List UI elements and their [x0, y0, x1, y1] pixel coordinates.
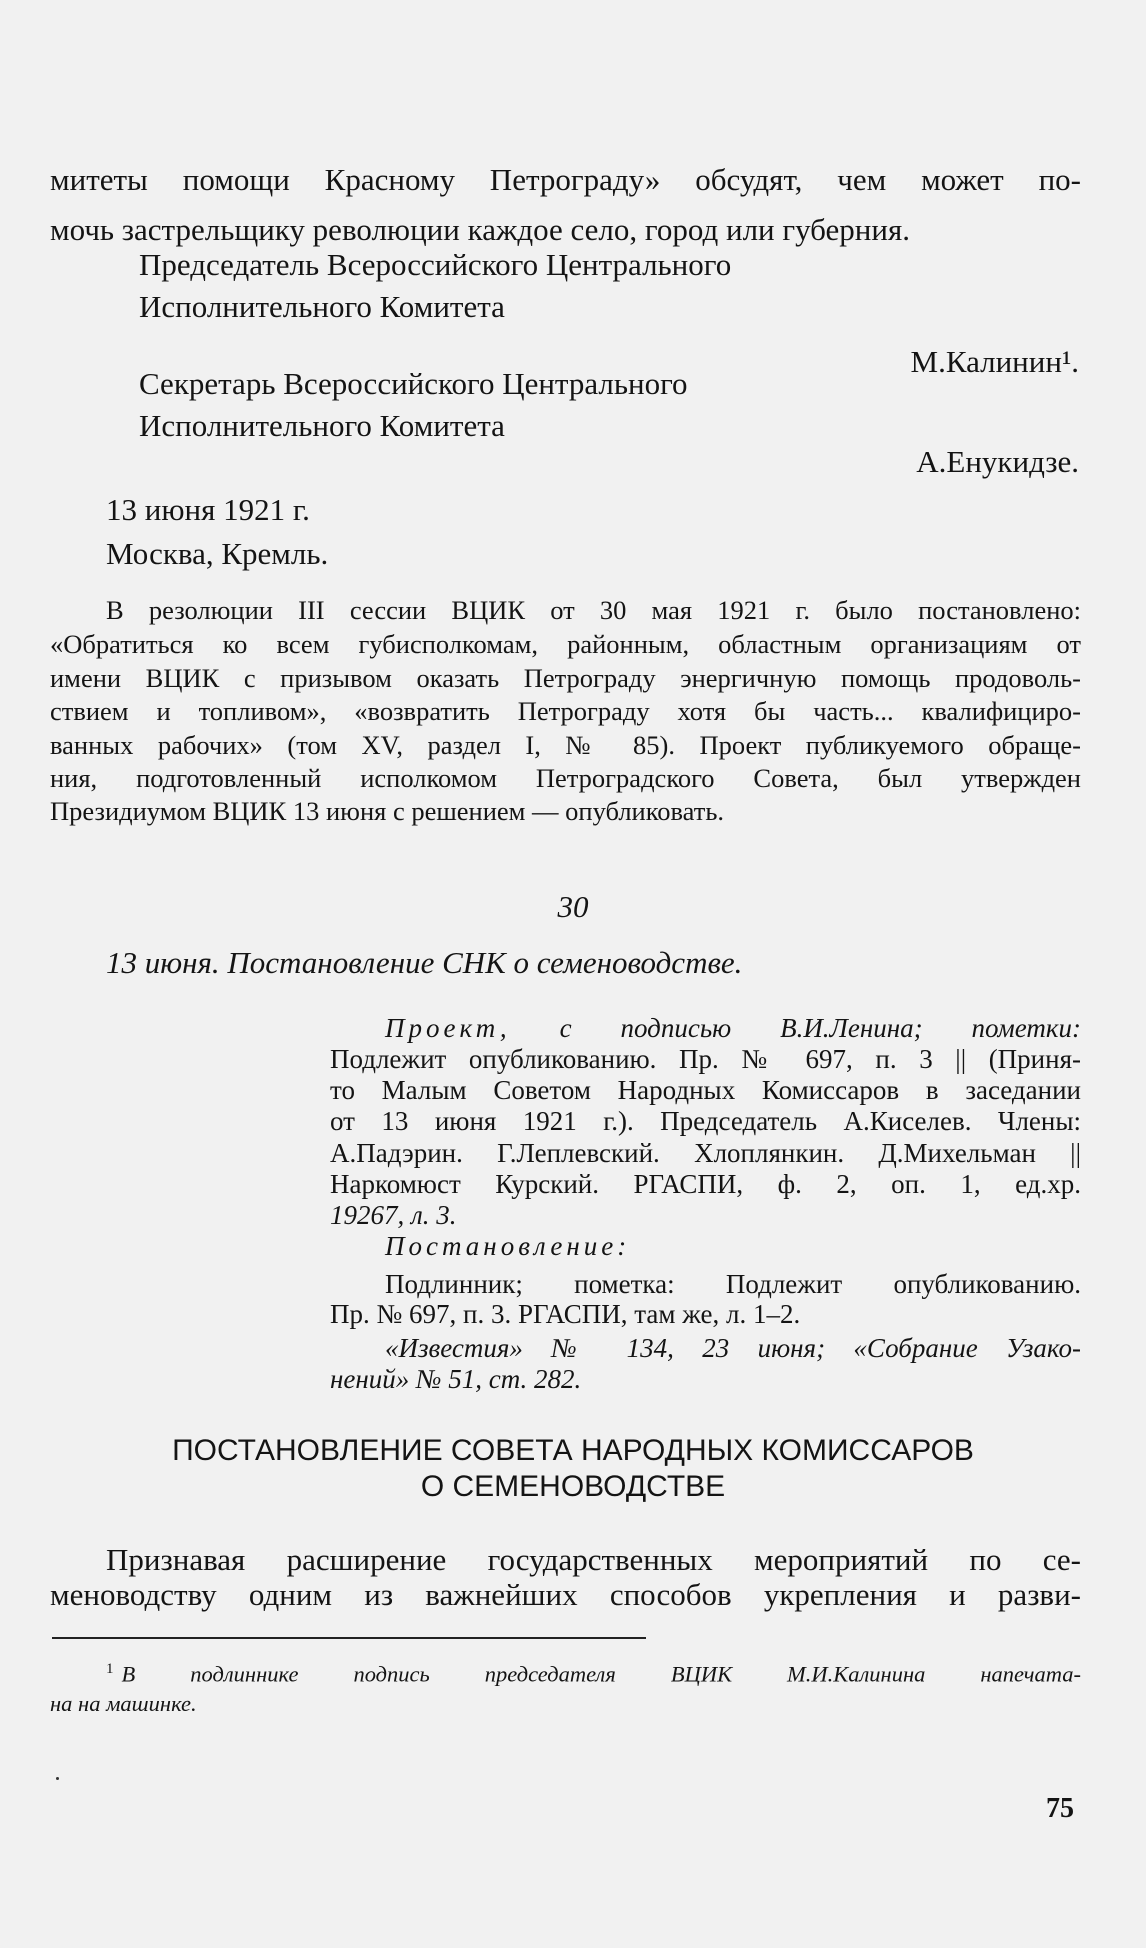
text-line: Подлежит опубликованию. Пр. № 697, п. 3 || (Приня- [330, 1044, 1081, 1074]
text-line: имени ВЦИК с призывом оказать Петрограду энергичную помощь продоволь- [50, 663, 1081, 693]
text-line [106, 1662, 1081, 1686]
text-line: нений» № 51, ст. 282. [330, 1364, 582, 1394]
text-line: от 13 июня 1921 г.). Председатель А.Киселев. Члены: [330, 1106, 1081, 1136]
text-line: то Малым Советом Народных Комиссаров в заседании [330, 1075, 1081, 1105]
project-label: Проект, [385, 1013, 511, 1043]
project-description: с подписью В.И.Ленина; пометки: [510, 1013, 1081, 1043]
text-line: митеты помощи Красному Петрограду» обсудят, чем может по- [50, 162, 1081, 197]
signature-date: 13 июня 1921 г. [106, 492, 310, 527]
chair-title: Председатель Всероссийского Центрального [139, 247, 732, 282]
speck [56, 1777, 59, 1780]
chair-name: М.Калинин¹. [910, 344, 1079, 379]
document-number: 30 [557, 889, 589, 924]
secretary-title: Исполнительного Комитета [139, 408, 505, 443]
text-line: Пр. № 697, п. 3. РГАСПИ, там же, л. 1–2. [330, 1299, 801, 1329]
chair-title: Исполнительного Комитета [139, 289, 505, 324]
footnote-marker: 1 [106, 1661, 114, 1677]
text-line: ванных рабочих» (том XV, раздел I, № 85). Проект публикуемого обраще- [50, 730, 1081, 760]
text-line: «Известия» № 134, 23 июня; «Собрание Узако- [385, 1333, 1081, 1363]
text-line: Президиумом ВЦИК 13 июня с решением — опубликовать. [50, 796, 725, 826]
secretary-name: А.Енукидзе. [916, 444, 1079, 479]
text-line: на на машинке. [50, 1691, 197, 1716]
decree-label: Постановление: [385, 1231, 631, 1261]
text-line: ствием и топливом», «возвратить Петрограду хотя бы часть... квалифициро- [50, 696, 1081, 726]
decree-heading: ПОСТАНОВЛЕНИЕ СОВЕТА НАРОДНЫХ КОМИССАРОВ [172, 1434, 974, 1467]
text-line: В резолюции III сессии ВЦИК от 30 мая 1921 г. было постановлено: [106, 595, 1081, 625]
text-line: Признавая расширение государственных мероприятий по се- [106, 1542, 1081, 1577]
text-line: А.Падэрин. Г.Леплевский. Хлоплянкин. Д.Михельман || [330, 1138, 1081, 1168]
text-line: Наркомюст Курский. РГАСПИ, ф. 2, оп. 1, ед.хр. [330, 1169, 1081, 1199]
footnote-divider [52, 1637, 646, 1639]
text-line [385, 1015, 1081, 1042]
text-line: мочь застрельщику революции каждое село, город или губерния. [50, 212, 910, 247]
text-line: 19267, л. 3. [330, 1200, 457, 1230]
text-line: меноводству одним из важнейших способов укрепления и разви- [50, 1577, 1081, 1612]
secretary-title: Секретарь Всероссийского Центрального [139, 366, 688, 401]
text-line: «Обратиться ко всем губисполкомам, районным, областным организациям от [50, 629, 1081, 659]
decree-heading: О СЕМЕНОВОДСТВЕ [420, 1470, 726, 1503]
page-number: 75 [1046, 1793, 1074, 1824]
text-line: Подлинник; пометка: Подлежит опубликованию. [385, 1269, 1081, 1299]
footnote-text: В подлиннике подпись председателя ВЦИК М.И.Калинина напечата- [121, 1661, 1081, 1687]
document-title: 13 июня. Постановление СНК о семеноводстве. [106, 945, 743, 980]
text-line: ния, подготовленный исполкомом Петроградского Совета, был утвержден [50, 763, 1081, 793]
signature-place: Москва, Кремль. [106, 536, 329, 571]
